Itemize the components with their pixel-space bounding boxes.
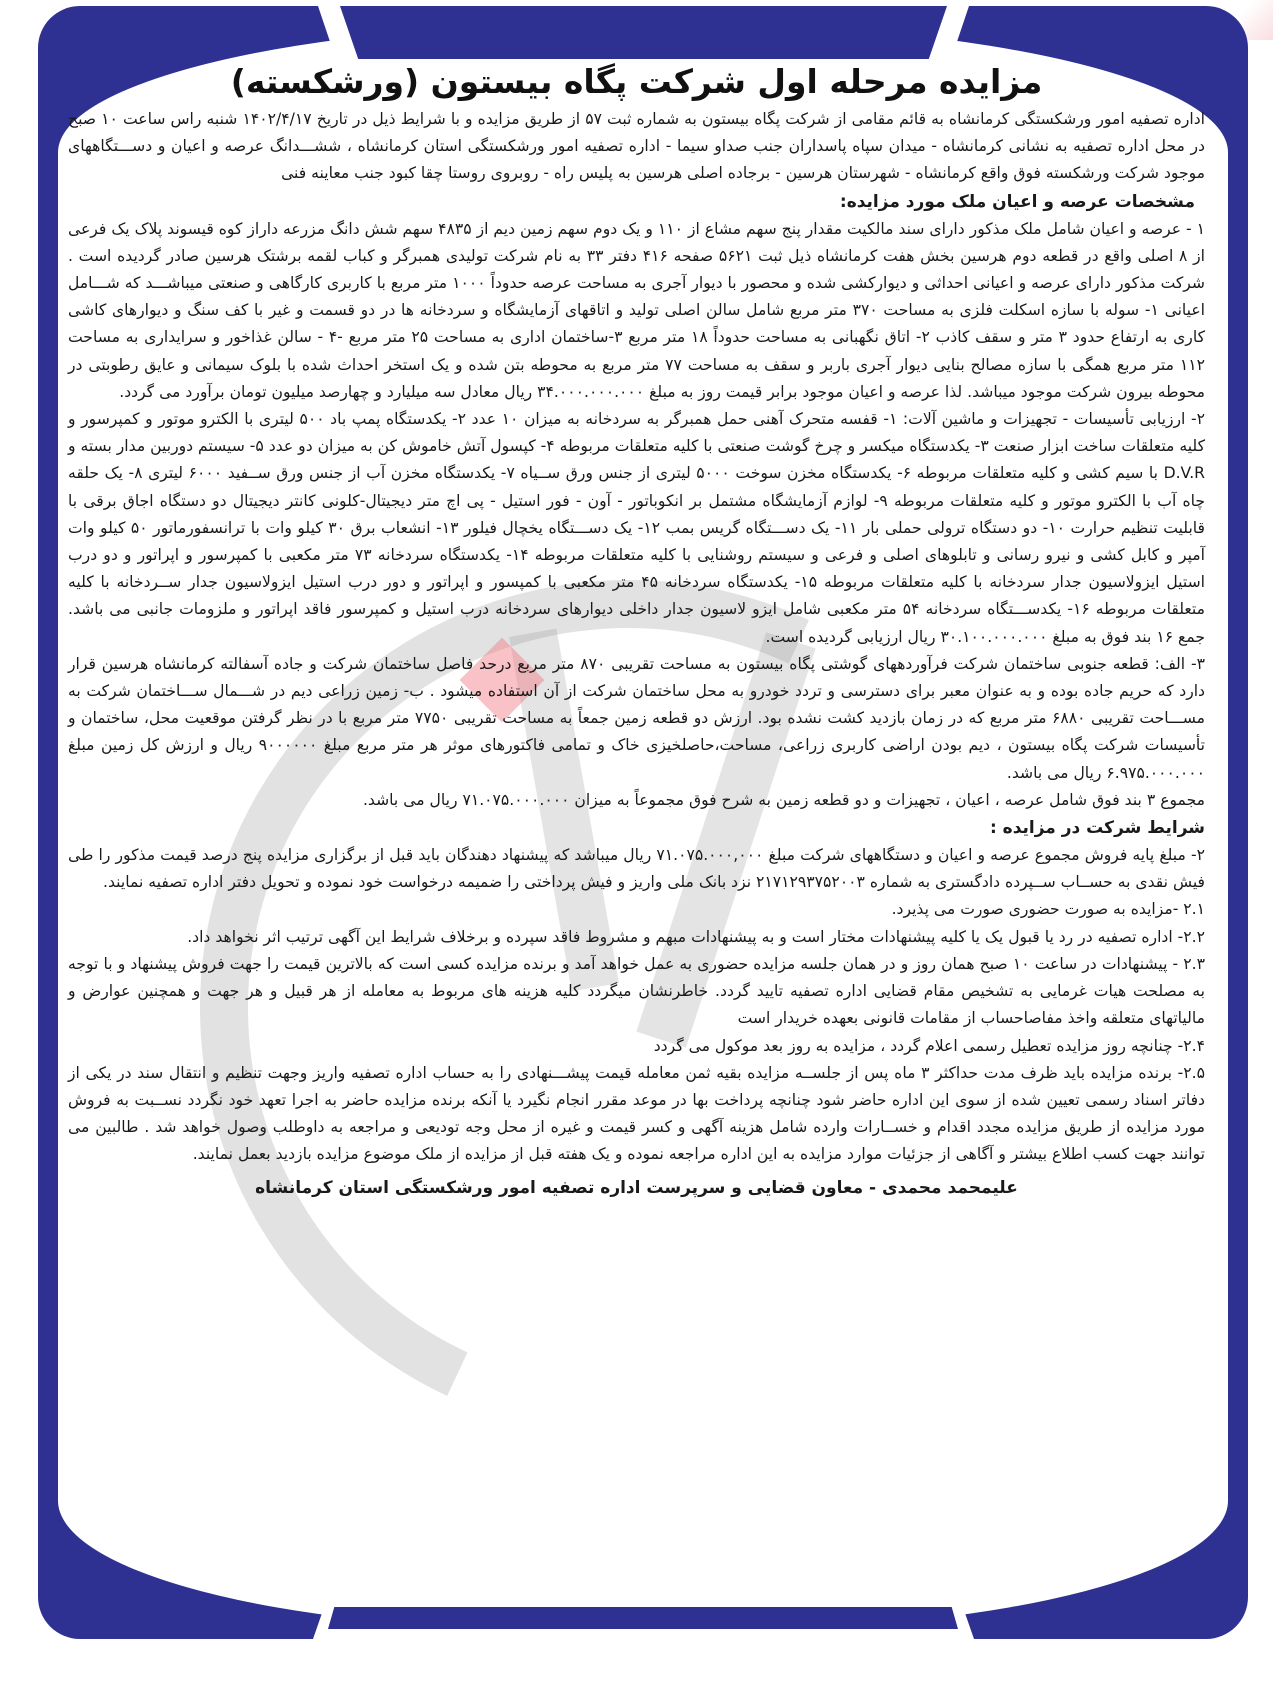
bottom-tab-decoration — [328, 1607, 958, 1629]
page-title: مزایده مرحله اول شرکت پگاه بیستون (ورشکسته) — [230, 62, 1043, 101]
condition-item-2-5: ۲.۵- برنده مزایده باید ظرف مدت حداکثر ۳ ماه پس از جلســه مزایده بقیه ثمن معامله قیمت پیشـــنهادی را به حساب اداره تصفیه واریز وجهت تنظیم و انتقال سند در یکی از دفاتر اسناد رسمی تعیین شده از سوی این اداره حاضر شود چنانچه پرداخت بها در موعد مقرر انجام نگیرد یا آنکه برنده مزایده حاضر به اجرا تعهد خود نگردد نســبت به فروش مورد مزایده از طریق مزایده مجدد اقدام و خســارات وارده شامل هزینه آگهی و کسر قیمت و غیره از محل وجه تودیعی و مراجعه به داوطلب وصول خواهد شد . طالبین می توانند جهت کسب اطلاع بیشتر و آگاهی از جزئیات موارد مزایده به این اداره مراجعه نموده و یک هفته قبل از مزایده از ملک موضوع مزایده بازدید بعمل نمایند. — [68, 1063, 1206, 1164]
top-tab-decoration — [340, 6, 947, 59]
condition-item-2-3: ۲.۳ - پیشنهادات در ساعت ۱۰ صبح همان روز و در همان جلسه مزایده حضوری به عمل خواهد آمد و برنده مزایده کسی است که بالاترین قیمت را جهت فروش پیشنهاد و با توجه به مصلحت هیات غرمایی به تشخیص مقام قضایی اداره تصفیه تایید گردد. خاطرنشان میگردد کلیه هزینه های مربوط به معامله از هر قبیل و هر جهت و همچنین عوارض و مالیاتهای متعلقه واخذ مفاصاحساب از مقامات قانونی بعهده خریدار است — [68, 954, 1205, 1028]
section-heading-conditions: شرایط شرکت در مزایده : — [989, 818, 1205, 839]
property-item-3: ۳- الف: قطعه جنوبی ساختمان شرکت فرآوردههای گوشتی پگاه بیستون به مساحت تقریبی ۸۷۰ متر مربع درحد فاصل ساختمان شرکت و جاده آسفالته کرمانشاه هرسین قرار دارد که حریم جاده بوده و به عنوان معبر برای دسترسی و تردد خودرو به محل ساختمان شرکت از آن استفاده میشود . ب- زمین زراعی دیم در شـــمال ســـاختمان شرکت به مســـاحت تقریبی ۶۸۸۰ متر مربع که در زمان بازدید کشت نشده بود. ارزش دو قطعه زمین جمعاً به مساحت تقریبی ۷۷۵۰ متر مربع با در نظر گرفتن موقعیت محل، ساختمان و تأسیسات شرکت پگاه بیستون ، دیم بودن اراضی کاربری زراعی، مساحت،حاصلخیزی خاک و تمامی فاکتورهای موثر هر متر مربع مبلغ ۹۰۰۰۰۰۰ ریال و ارزش کل زمین مبلغ ۶.۹۷۵.۰۰۰.۰۰۰ ریال می باشد. — [68, 654, 1205, 782]
condition-item-2: ۲- مبلغ پایه فروش مجموع عرصه و اعیان و دستگاههای شرکت مبلغ ۷۱.۰۷۵.۰۰۰,۰۰۰ ریال میباشد که پیشنهاد دهندگان باید قبل از برگزاری مزایده پنج درصد قیمت مذکور را طی فیش نقدی به حســاب ســپرده دادگستری به شماره ۲۱۷۱۲۹۳۷۵۲۰۰۳ نزد بانک ملی واریز و فیش پرداختی را ضمیمه درخواست خود نموده و تحویل دفتر اداره تصفیه نمایند. — [68, 846, 1205, 892]
section-heading-property: مشخصات عرصه و اعیان ملک مورد مزایده: — [839, 191, 1195, 212]
signature: علیمحمد محمدی - معاون قضایی و سرپرست اداره تصفیه امور ورشکستگی استان کرمانشاه — [255, 1177, 1018, 1198]
notice-content — [68, 62, 1205, 1220]
condition-item-2-2: ۲.۲- اداره تصفیه در رد یا قبول یک یا کلیه پیشنهادات مختار است و به پیشنهادات مبهم و مشروط فاقد سپرده و برخلاف شرایط این آگهی ترتیب اثر نخواهد داد. — [187, 927, 1205, 946]
property-total: مجموع ۳ بند فوق شامل عرصه ، اعیان ، تجهیزات و دو قطعه زمین به شرح فوق مجموعاً به میزان ۷۱.۰۷۵.۰۰۰.۰۰۰ ریال می باشد. — [362, 790, 1205, 809]
intro-paragraph: اداره تصفیه امور ورشکستگی کرمانشاه به قائم مقامی از شرکت پگاه بیستون به شماره ثبت ۵۷ از طریق مزایده و با شرایط ذیل در تاریخ ۱۴۰۲/۴/۱۷ شنبه راس ساعت ۱۰ صبح در محل اداره تصفیه به نشانی کرمانشاه - میدان سپاه پاسداران جنب صداو سیما - اداره تصفیه امور ورشکستگی استان کرمانشاه ، ششـــدانگ عرصه و اعیان و دســـتگاههای موجود شرکت ورشکسته فوق واقع کرمانشاه - شهرستان هرسین - برجاده اصلی هرسین به پلیس راه - روبروی روستا چقا کبود جنب معاینه فنی — [68, 110, 1205, 183]
condition-item-2-4: ۲.۴- چنانچه روز مزایده تعطیل رسمی اعلام گردد ، مزایده به روز بعد موکول می گردد — [653, 1036, 1205, 1055]
property-item-2: ۲- ارزیابی تأسیسات - تجهیزات و ماشین آلات: ۱- قفسه متحرک آهنی حمل همبرگر به سردخانه به میزان ۱۰ عدد ۲- یکدستگاه پمپ باد ۵۰۰ لیتری با الکترو موتور و کمپرسور و کلیه متعلقات ساخت ابزار صنعت ۳- یکدستگاه میکسر و چرخ گوشت صنعتی با کلیه متعلقات مربوطه ۴- کپسول آتش خاموش کن به میزان دو عدد ۵- سیستم دوربین مدار بسته و D.V.R با سیم کشی و کلیه متعلقات مربوطه ۶- یکدستگاه مخزن سوخت ۵۰۰۰ لیتری از جنس ورق ســیاه ۷- یکدستگاه مخزن آب از جنس ورق ســفید ۶۰۰۰ لیتری ۸- یک حلقه چاه آب با الکترو موتور و کلیه متعلقات مربوطه ۹- لوازم آزمایشگاه مشتمل بر انکوباتور - آون - فور استیل - پی اچ متر دیجیتال-کلونی کانتر دیجیتال دو دستگاه اجاق برقی با قابلیت تنظیم حرارت ۱۰- دو دستگاه ترولی حملی بار ۱۱- یک دســـتگاه گریس بمب ۱۲- یک دســـتگاه یخچال فیلور ۱۳- انشعاب برق ۳۰ کیلو وات با ترانسفورماتور ۵۰ کیلو وات آمپر و کابل کشی و نیرو رسانی و تابلوهای اصلی و فرعی و سیستم روشنایی با کلیه متعلقات مربوطه ۱۴- یکدستگاه سردخانه ۷۳ متر مکعبی با کمپرسور و اپراتور و دو درب استیل ایزولاسیون جدار سردخانه با کلیه متعلقات مربوطه ۱۵- یکدستگاه سردخانه ۴۵ متر مکعبی با کمپسور و اپراتور و دور درب استیل ایزولاسیون جدار ســردخانه با کلیه متعلقات مربوطه ۱۶- یکدســـتگاه سردخانه ۵۴ متر مکعبی شامل ایزو لاسیون جدار داخلی دیوارهای سردخانه درب استیل و کمپرسور فاقد اپراتور و ملزومات جانبی می باشد. جمع ۱۶ بند فوق به مبلغ ۳۰.۱۰۰.۰۰۰.۰۰۰ ریال ارزیابی گردیده است. — [68, 410, 1206, 646]
property-item-1: ۱ - عرصه و اعیان شامل ملک مذکور دارای سند مالکیت مقدار پنج سهم مشاع از ۱۱۰ و یک دوم سهم زمین دیم از ۴۸۳۵ سهم شش دانگ مزرعه داراز کوه قیسوند پلاک یک فرعی از ۸ اصلی واقع در قطعه دوم هرسین بخش هفت کرمانشاه ذیل ثبت ۵۶۲۱ صفحه ۴۱۶ دفتر ۳۳ به نام شرکت تولیدی همبرگر و کباب لقمه برشتک هرسین صادر گردیده است . شرکت مذکور دارای عرصه و اعیانی احداثی و دیوارکشی شده و محصور با دیوار آجری به مساحت عرصه حدوداً ۱۰۰۰ متر مربع با کاربری کارگاهی و صنعتی میباشـــد که شـــامل اعیانی ۱- سوله با سازه اسکلت فلزی به مساحت ۳۷۰ متر مربع شامل سالن اصلی تولید و اتاقهای آزمایشگاه و سردخانه ها در دو قسمت و غیر با کف سنگ و دیوارهای کاشی کاری به ارتفاع حدود ۳ متر و سقف کاذب ۲- اتاق نگهبانی به مساحت حدوداً ۱۸ متر مربع ۳-ساختمان اداری به مساحت ۲۵ متر مربع -۴ - سالن غذاخور و سرایداری به مساحت ۱۱۲ متر مربع همگی با سازه مصالح بنایی دیوار آجری باربر و سقف به مساحت ۷۷ متر مربع به محوطه بتن شده و یک استخر احداث شده با بلوک سیمانی و عایق رطوبتی در محوطه بیرون شرکت موجود میباشد. لذا عرصه و اعیان موجود برابر قیمت روز به مبلغ ۳۴.۰۰۰.۰۰۰.۰۰۰ ریال معادل سه میلیارد و چهارصد میلیون تومان برآورد می گردد. — [68, 219, 1206, 401]
condition-item-2-1: ۲.۱ -مزایده به صورت حضوری صورت می پذیرد. — [891, 900, 1205, 919]
